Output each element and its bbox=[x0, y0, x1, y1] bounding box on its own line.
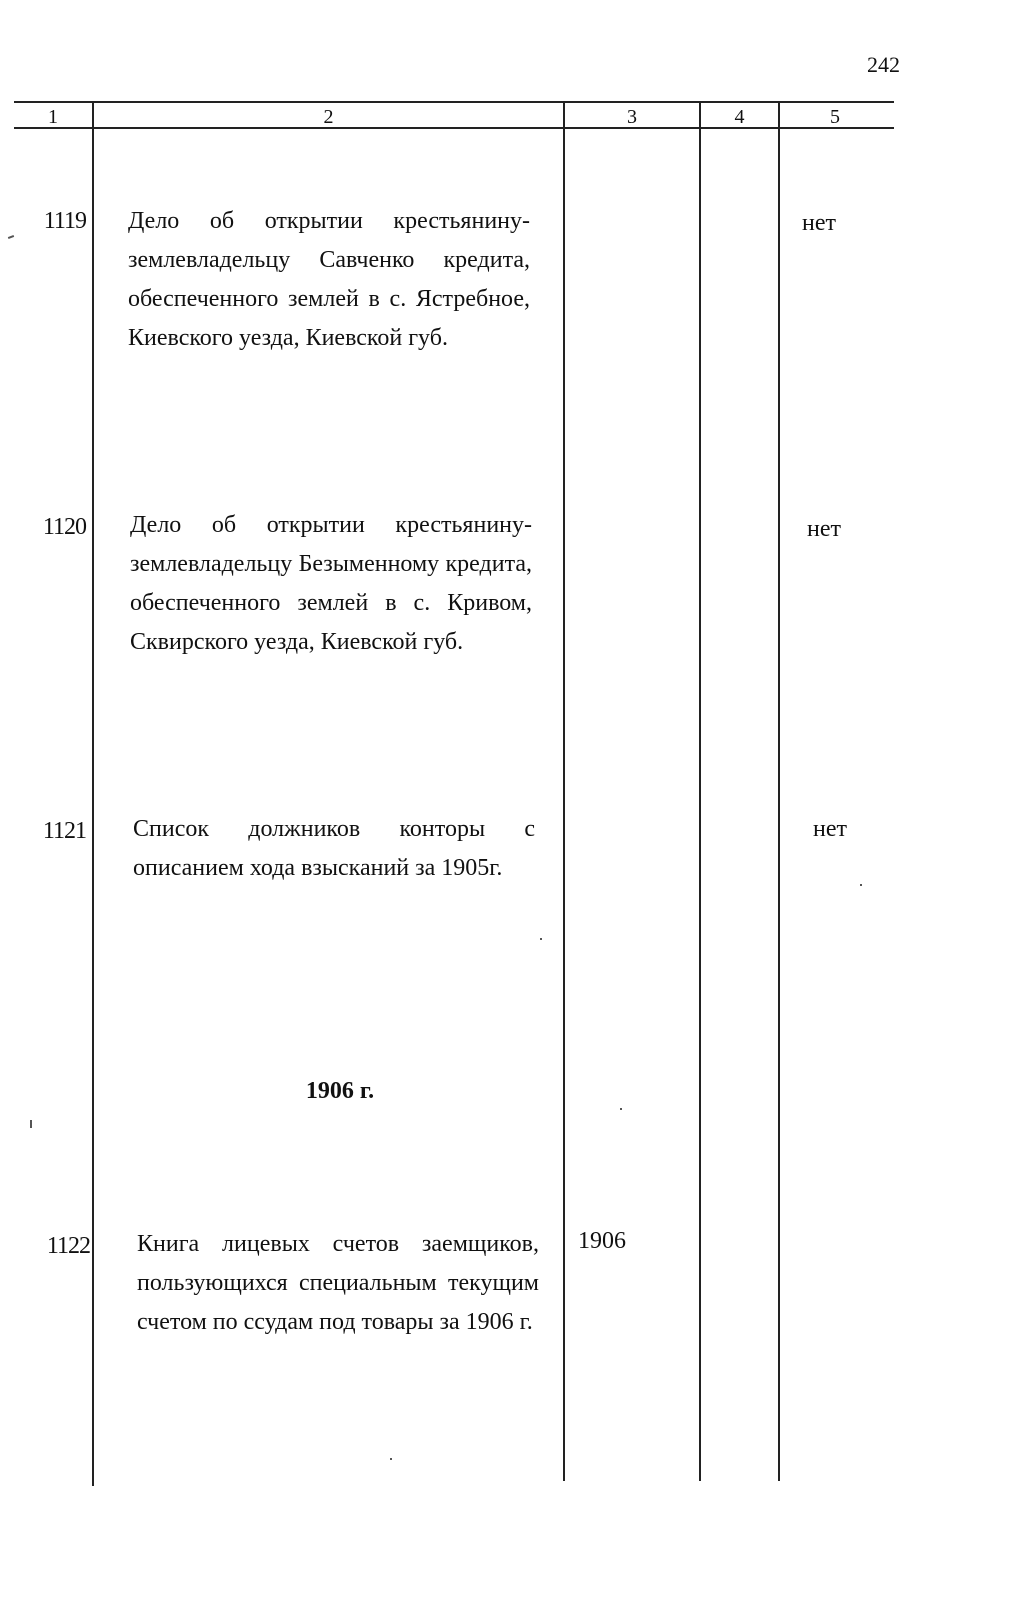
entry-note: нет bbox=[807, 516, 841, 542]
column-divider-1 bbox=[92, 101, 94, 1486]
entry-dates: 1906 bbox=[578, 1228, 626, 1254]
column-header-5: 5 bbox=[830, 106, 840, 128]
column-header-2: 2 bbox=[323, 106, 334, 128]
entry-number: 1122 bbox=[46, 1233, 90, 1259]
column-header-4: 4 bbox=[734, 106, 745, 128]
entry-note: нет bbox=[802, 210, 836, 236]
scan-speck bbox=[30, 1120, 32, 1128]
scan-speck bbox=[860, 884, 862, 886]
column-divider-2 bbox=[563, 101, 565, 1481]
scan-speck bbox=[8, 235, 14, 239]
entry-number: 1119 bbox=[43, 208, 86, 234]
header-top-rule bbox=[14, 101, 894, 103]
column-header-1: 1 bbox=[48, 106, 58, 128]
entry-note: нет bbox=[813, 816, 847, 842]
section-year-heading: 1906 г. bbox=[305, 1078, 375, 1104]
entry-number: 1120 bbox=[42, 514, 86, 540]
scan-speck bbox=[540, 938, 542, 940]
column-divider-4 bbox=[778, 101, 780, 1481]
scan-speck bbox=[620, 1108, 622, 1110]
column-header-3: 3 bbox=[627, 106, 637, 128]
entry-number: 1121 bbox=[42, 818, 86, 844]
column-divider-3 bbox=[699, 101, 701, 1481]
scan-speck bbox=[390, 1458, 392, 1460]
page-number: 242 bbox=[867, 52, 900, 77]
entry-description: Дело об открытии крестьянину-землевладельцу Савченко кредита, обеспеченного землей в с. Ястребное, Киевского уезда, Киевской губ. bbox=[128, 208, 530, 351]
entry-description: Книга лицевых счетов заемщиков, пользующихся специальным текущим счетом по ссудам под товары за 1906 г. bbox=[137, 1231, 539, 1335]
entry-description: Список должников конторы с описанием хода взысканий за 1905г. bbox=[133, 816, 535, 881]
entry-description: Дело об открытии крестьянину-землевладельцу Безыменному кредита, обеспеченного землей в с. Кривом, Сквирского уезда, Киевской губ. bbox=[130, 512, 532, 655]
